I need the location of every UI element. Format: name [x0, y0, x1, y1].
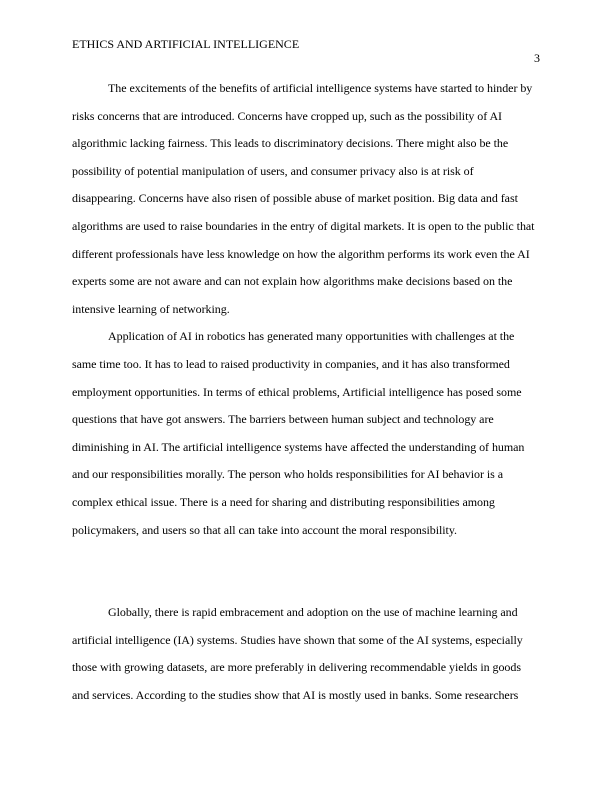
body-text [72, 75, 540, 709]
page-number: 3 [534, 51, 540, 65]
running-head: ETHICS AND ARTIFICIAL INTELLIGENCE [72, 37, 300, 51]
paragraph-gap [72, 544, 540, 599]
paragraph-ai-adoption: Globally, there is rapid embracement and adoption on the use of machine learning and artificial intelligence (IA) systems. Studies have shown that some of the AI systems, especially those with growing datasets, are more preferably in delivering recommendable yields in goods and services. According to the studies show that AI is mostly used in banks. Some researchers [72, 605, 523, 702]
paragraph-ai-risks: The excitements of the benefits of artificial intelligence systems have started to hinder by risks concerns that are introduced. Concerns have cropped up, such as the possibility of AI algorithmic lacking fairness. This leads to discriminatory decisions. There might also be the possibility of potential manipulation of users, and consumer privacy also is at risk of disappearing. Concerns have also risen of possible abuse of market position. Big data and fast algorithms are used to raise boundaries in the entry of digital markets. It is open to the public that different professionals have less knowledge on how the algorithm performs its work even the AI experts some are not aware and can not explain how algorithms make decisions based on the intensive learning of networking. [72, 81, 535, 316]
paragraph-ai-robotics: Application of AI in robotics has generated many opportunities with challenges at the same time too. It has to lead to raised productivity in companies, and it has also transformed employment opportunities. In terms of ethical problems, Artificial intelligence has posed some questions that have got answers. The barriers between human subject and technology are diminishing in AI. The artificial intelligence systems have affected the understanding of human and our responsibilities morally. The person who holds responsibilities for AI behavior is a complex ethical issue. There is a need for sharing and distributing responsibilities among policymakers, and users so that all can take into account the moral responsibility. [72, 329, 525, 537]
